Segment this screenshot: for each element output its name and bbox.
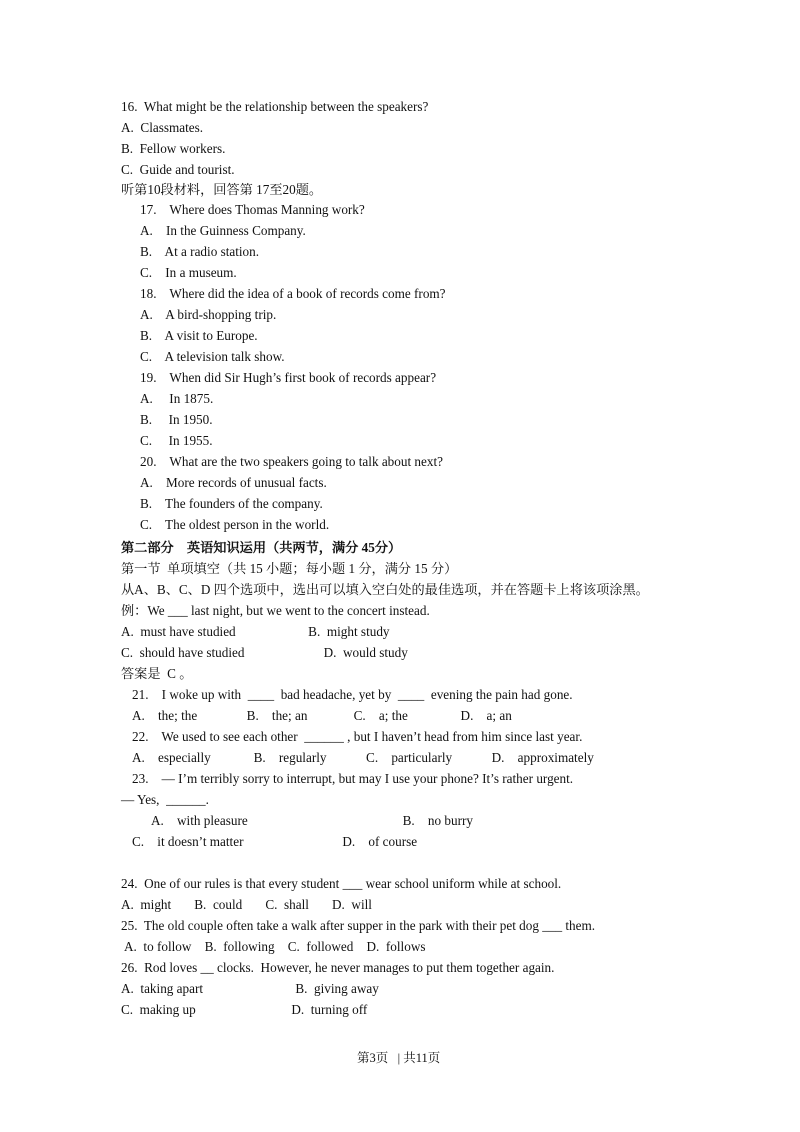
option-20-a: A. More records of unusual facts. (140, 475, 327, 490)
question-16: 16. What might be the relationship between the speakers? (121, 99, 429, 114)
option-19-a: A. In 1875. (140, 391, 214, 406)
options-25: A. to follow B. following C. followed D. follows (124, 939, 426, 954)
option-18-b: B. A visit to Europe. (140, 328, 258, 343)
option-16-c: C. Guide and tourist. (121, 162, 235, 177)
question-26: 26. Rod loves __ clocks. However, he never manages to put them together again. (121, 960, 555, 975)
option-17-a: A. In the Guinness Company. (140, 223, 306, 238)
option-20-c: C. The oldest person in the world. (140, 517, 330, 532)
example-options-cd: C. should have studied D. would study (121, 645, 408, 660)
option-17-c: C. In a museum. (140, 265, 237, 280)
options-26-ab: A. taking apart B. giving away (121, 981, 379, 996)
options-21: A. the; the B. the; an C. a; the D. a; an (132, 708, 512, 723)
option-19-c: C. In 1955. (140, 433, 213, 448)
question-22: 22. We used to see each other ______ , but I haven’t head from him since last year. (132, 729, 583, 744)
option-18-a: A. A bird-shopping trip. (140, 307, 277, 322)
question-23-reply: — Yes, ______. (121, 792, 209, 807)
option-19-b: B. In 1950. (140, 412, 213, 427)
options-24: A. might B. could C. shall D. will (121, 897, 372, 912)
question-19: 19. When did Sir Hugh’s first book of records appear? (140, 370, 437, 385)
option-20-b: B. The founders of the company. (140, 496, 323, 511)
page-footer: 第3页 | 共11页 (357, 1051, 441, 1065)
option-16-a: A. Classmates. (121, 120, 204, 135)
question-20: 20. What are the two speakers going to talk about next? (140, 454, 443, 469)
part-two-heading: 第二部分 英语知识运用（共两节，满分 45分） (121, 540, 402, 555)
option-18-c: C. A television talk show. (140, 349, 285, 364)
options-22: A. especially B. regularly C. particularly D. approximately (132, 750, 594, 765)
options-23-cd: C. it doesn’t matter D. of course (132, 834, 418, 849)
option-16-b: B. Fellow workers. (121, 141, 226, 156)
question-17: 17. Where does Thomas Manning work? (140, 202, 365, 217)
question-18: 18. Where did the idea of a book of records come from? (140, 286, 446, 301)
option-17-b: B. At a radio station. (140, 244, 260, 259)
section-instruction: 从A、B、C、D 四个选项中，选出可以填入空白处的最佳选项，并在答题卡上将该项涂黑。 (121, 582, 649, 597)
options-23-ab: A. with pleasure B. no burry (151, 813, 473, 828)
example-options-ab: A. must have studied B. might study (121, 624, 390, 639)
example-answer: 答案是 C 。 (121, 666, 193, 681)
question-23: 23. — I’m terribly sorry to interrupt, but may I use your phone? It’s rather urgent. (132, 771, 574, 786)
example-question: 例：We ___ last night, but we went to the concert instead. (121, 603, 430, 618)
question-25: 25. The old couple often take a walk after supper in the park with their pet dog ___ them. (121, 918, 596, 933)
question-21: 21. I woke up with ____ bad headache, yet by ____ evening the pain had gone. (132, 687, 573, 702)
listening-instruction: 听第10段材料，回答第 17至20题。 (121, 182, 323, 197)
options-26-cd: C. making up D. turning off (121, 1002, 368, 1017)
section-one-heading: 第一节 单项填空（共 15 小题；每小题 1 分，满分 15 分） (121, 561, 458, 576)
question-24: 24. One of our rules is that every student ___ wear school uniform while at school. (121, 876, 562, 891)
